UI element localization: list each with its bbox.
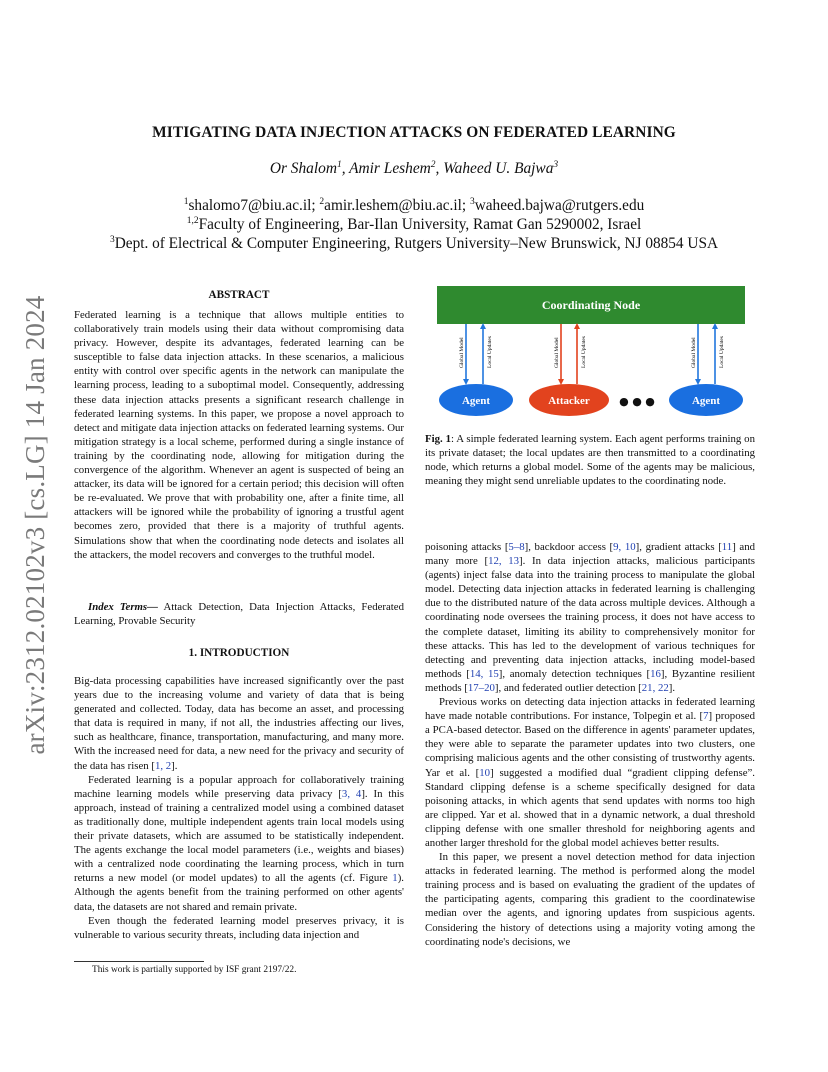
author-list: Or Shalom$^1$, Amir Leshem$^2$, Waheed U. Bajwa$^3$ xyxy=(269,160,559,177)
author-name: Waheed U. Bajwa xyxy=(443,160,554,177)
caption-label: Fig. 1 xyxy=(425,433,451,445)
footnote: This work is partially supported by ISF grant 2197/22. xyxy=(92,965,297,975)
figure-link[interactable]: 1 xyxy=(392,872,398,885)
intro-paragraph-2: Federated learning is a popular approach for collaboratively training machine learning models while preserving data privacy [3, 4]. In this approach, instead of training a centralized model using a combined dataset as traditionally done, multiple independent agents train local models using their private datasets, which are assumed to be statistically independent. The agents exchange the local model parameters (i.e., weights and biases) with a centralized node coordinating the learning process, which in turn returns a new model (or model updates) to all the agents (cf. Figure 1). Although the agents benefit from the training performed on other agents' data, the datasets are not shared and remain private. xyxy=(74,773,404,913)
arrow-label-local: Local Updates xyxy=(719,336,725,368)
abstract-paragraph: Federated learning is a technique that allows multiple entities to collaboratively train models using their data without compromising data privacy. However, despite its advantages, federated learning can be susceptible to false data injection attacks. In these scenarios, a malicious entity with control over specific agents in the network can manipulate the learning process, leading to a suboptimal model. Consequently, addressing these data injection attacks presents a significant research challenge in federated learning systems. In this paper, we propose a novel approach to detect and mitigate data injection attacks on federated learning systems. Our mitigation strategy is a local scheme, performed during a single instance of training by the coordinating node, allowing for mitigation during the convergence of the algorithm. Whenever an agent is suspected of being an attacker, its data will be ignored for a certain period; this decision will often be re-evaluated. We prove that with probability one, after a finite time, all attackers will be ignored while the probability of ignoring a trustful agent becomes zero, provided that there is a majority of truthful agents. Simulations show that when the coordinating node detects and isolates all the attackers, the model recovers and converges to the truthful model. xyxy=(74,309,404,561)
affiliation-text: Faculty of Engineering, Bar-Ilan University, Ramat Gan 5290002, Israel xyxy=(198,216,642,233)
author-name: Or Shalom xyxy=(269,160,337,177)
citation-link[interactable]: 3, 4 xyxy=(341,787,362,800)
right-paragraph-1: poisoning attacks [5–8], backdoor access [9, 10], gradient attacks [11] and many more [12, 13]. In data injection attacks, malicious participants (agents) inject false data into the training process to manipulate the global model. Detecting data injection attacks in federated learning is challenging due to the distributed nature of the data across multiple devices. Although a coordinating node oversees the training process, it does not have access to the complete dataset, limiting its ability to comprehensively monitor for these attacks. This has led to the development of various techniques for detecting and preventing data injection attacks, including model-based methods [14, 15], anomaly detection techniques [16], Byzantine resilient methods [17–20], and federated outlier detection [21, 22]. xyxy=(425,541,756,694)
affiliation-1 xyxy=(0,216,828,234)
affiliation-text: Dept. of Electrical & Computer Engineering, Rutgers University–New Brunswick, NJ 08854 USA xyxy=(114,235,719,252)
paper-title: MITIGATING DATA INJECTION ATTACKS ON FEDERATED LEARNING xyxy=(152,124,676,141)
caption-text: : A simple federated learning system. Each agent performs training on its private dataset; the local updates are then transmitted to a coordinating node, which returns a global model. Some of the agents may be malicious, meaning they might send unreliable updates to the coordinating node. xyxy=(425,433,755,488)
email-sup: 3 xyxy=(469,197,475,207)
author-sup: 3 xyxy=(553,160,559,170)
citation-link[interactable]: 7 xyxy=(703,710,709,723)
citation-link[interactable]: 11 xyxy=(721,541,733,553)
footnote-rule xyxy=(74,961,204,962)
arrow-label-local: Local Updates xyxy=(487,336,493,368)
right-paragraph-2: Previous works on detecting data injection attacks in federated learning have made notable contributions. For instance, Tolpegin et al. [7] proposed a PCA-based detector. Based on the difference in agents' parameter updates, they were able to separate the parameter updates into two clusters, one comprising malicious agents and the other consisting of trustworthy agents. Yar et al. [10] suggested a modified dual “gradient clipping defense”. Standard clipping defense is a scheme specifically designed for data poisoning attacks, in which agents that send updates with norms too high are clipped. Yar et al. showed that in a dynamic network, a dual threshold clipping defense with one smaller threshold for neighboring agents and another larger threshold for the global model achieves better results. xyxy=(425,696,755,849)
figure-caption xyxy=(425,432,755,488)
email: shalomo7@biu.ac.il; xyxy=(188,197,316,214)
right-paragraph-3: In this paper, we present a novel detection method for data injection attacks in federated learning. The method is performed along the model training process and is based on evaluating the gradient of the updates of the participating agents, comparing this gradient to the coordinatewise median over the agents, and ignoring updates from suspicious agents. Considering the history of detections using a majority voting among the coordinating node's decisions, we xyxy=(425,851,755,948)
index-terms-text: Attack Detection, Data Injection Attacks, Federated Learning, Provable Security xyxy=(74,601,404,628)
citation-link[interactable]: 1, 2 xyxy=(154,759,172,772)
figure-1 xyxy=(425,280,758,420)
intro-paragraph-1: Big-data processing capabilities have increased significantly over the past years due to the increasing volume and variety of data that is being generated and collected. Today, data has become an asset, and processing that data is required in many, if not all, the industries affecting our lives, such as healthcare, finance, transportation, manufacturing, and many more. With the increased need for data, a new need for the privacy and security of the data has risen [1, 2]. xyxy=(74,675,404,772)
federated-learning-diagram xyxy=(425,280,758,420)
introduction-body xyxy=(74,674,404,942)
citation-link[interactable]: 21, 22 xyxy=(641,681,669,694)
affiliation-sup: 3 xyxy=(109,235,115,245)
arrow-label-global: Global Model xyxy=(459,337,465,368)
citation-link[interactable]: 16 xyxy=(650,667,661,680)
index-terms-label: Index Terms— xyxy=(88,601,158,613)
attacker-label: Attacker xyxy=(548,395,590,407)
section-heading-introduction: 1. INTRODUCTION xyxy=(188,647,290,659)
email-sup: 1 xyxy=(183,197,189,207)
citation-link[interactable]: 12, 13 xyxy=(488,555,520,568)
intro-paragraph-3: Even though the federated learning model preserves privacy, it is vulnerable to various security threats, including data injection and xyxy=(74,914,404,941)
arrow-label-global: Global Model xyxy=(691,337,697,368)
index-terms xyxy=(74,600,404,628)
ellipsis-dots: ● ● ● xyxy=(619,395,655,408)
affiliation-2 xyxy=(0,235,828,253)
email: waheed.bajwa@rutgers.edu xyxy=(474,197,645,214)
citation-link[interactable]: 5–8 xyxy=(508,541,525,553)
abstract-heading: ABSTRACT xyxy=(208,289,270,301)
arrow-label-global: Global Model xyxy=(554,337,560,368)
citation-link[interactable]: 9, 10 xyxy=(613,541,636,553)
affiliation-sup: 1,2 xyxy=(186,216,199,226)
right-column-body xyxy=(425,540,755,949)
author-name: Amir Leshem xyxy=(349,160,431,177)
agent-label: Agent xyxy=(461,395,491,407)
arrow-label-local: Local Updates xyxy=(581,336,587,368)
author-sup: 2 xyxy=(430,160,436,170)
agent-label: Agent xyxy=(691,395,721,407)
email-line xyxy=(0,197,828,215)
citation-link[interactable]: 14, 15 xyxy=(469,667,499,680)
email: amir.leshem@biu.ac.il; xyxy=(324,197,467,214)
email-sup: 2 xyxy=(319,197,325,207)
citation-link[interactable]: 17–20 xyxy=(467,681,495,694)
arxiv-stamp-text: arXiv:2312.02102v3 [cs.LG] 14 Jan 2024 xyxy=(20,295,50,755)
coordinating-node-label: Coordinating Node xyxy=(541,298,641,312)
citation-link[interactable]: 10 xyxy=(479,766,491,779)
arxiv-stamp xyxy=(20,290,50,760)
author-sup: 1 xyxy=(336,160,342,170)
abstract-body xyxy=(74,308,404,562)
